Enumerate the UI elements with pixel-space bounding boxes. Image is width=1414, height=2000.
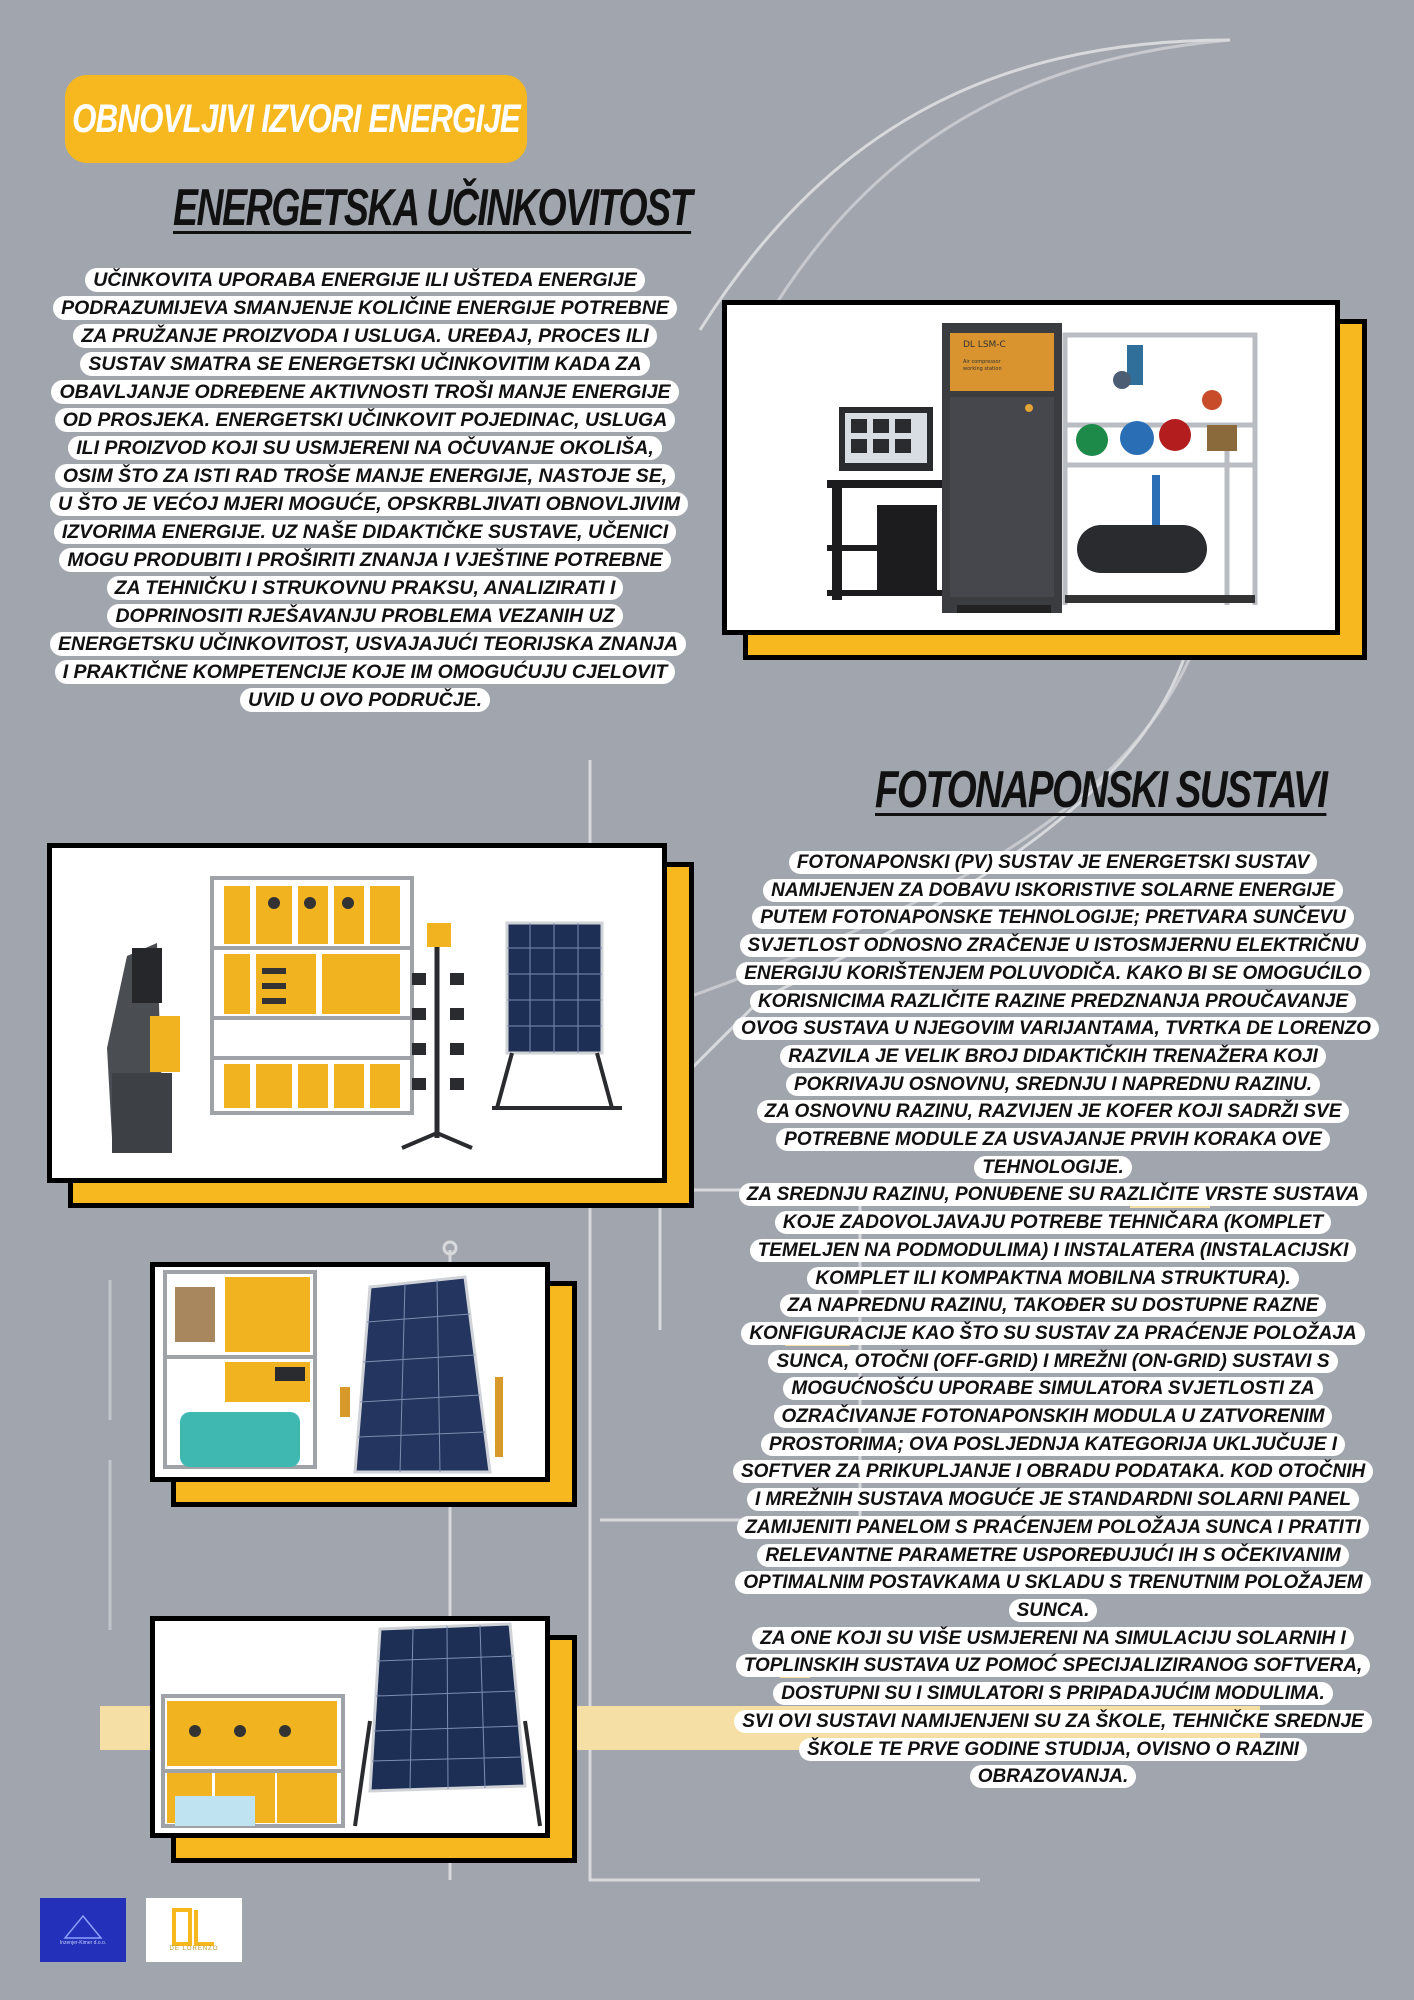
- equipment-brand-label: DL LSM-C: [963, 340, 1006, 350]
- pv-trainer-set-photo: [47, 843, 667, 1183]
- photovoltaic-text: [733, 849, 1373, 1791]
- air-compressor-station-photo: [722, 300, 1340, 635]
- pv-rack-trainer-photo: [150, 1616, 550, 1838]
- pv-paragraph-1: FOTONAPONSKI (PV) SUSTAV JE ENERGETSKI SUSTAV NAMIJENJEN ZA DOBAVU ISKORISTIVE SOLARNE ENERGIJE PUTEM FOTONAPONSKE TEHNOLOGIJE; PRETVARA SUNČEVU SVJETLOST ODNOSNO ZRAČENJE U ISTOSMJERNU ELEKTRIČNU ENERGIJU KORIŠTENJEM POLUVODIČA. KAKO BI SE OMOGUĆILO KORISNICIMA RAZLIČITE RAZINE PREDZNANJA PROUČAVANJE OVOG SUSTAVA U NJEGOVIM VARIJANTAMA, TVRTKA DE LORENZO RAZVILA JE VELIK BROJ DIDAKTIČKIH TRENAŽERA KOJI POKRIVAJU OSNOVNU, SREDNJU I NAPREDNU RAZINU.: [733, 851, 1379, 1096]
- pv-paragraph-4: ZA NAPREDNU RAZINU, TAKOĐER SU DOSTUPNE RAZNE KONFIGURACIJE KAO ŠTO SU SUSTAV ZA PRAĆENJE POLOŽAJA SUNCA, OTOČNI (OFF-GRID) I MREŽNI (ON-GRID) SUSTAVI S MOGUĆNOŠĆU UPORABE SIMULATORA SVJETLOSTI ZA OZRAČIVANJE FOTONAPONSKIH MODULA U ZATVORENIM PROSTORIMA; OVA POSLJEDNJA KATEGORIJA UKLJUČUJE I SOFTVER ZA PRIKUPLJANJE I OBRADU PODATAKA. KOD OTOČNIH I MREŽNIH SUSTAVA MOGUĆE JE STANDARDNI SOLARNI PANEL ZAMIJENITI PANELOM S PRAĆENJEM POLOŽAJA SUNCA I PRATITI RELEVANTNE PARAMETRE USPOREĐUJUĆI IH S OČEKIVANIM OPTIMALNIM POSTAVKAMA U SKLADU S TRENUTNIM POLOŽAJEM SUNCA.: [733, 1294, 1373, 1622]
- pv-paragraph-3: ZA SREDNJU RAZINU, PONUĐENE SU RAZLIČITE VRSTE SUSTAVA KOJE ZADOVOLJAVAJU POTREBE TEHNIČARA (KOMPLET TEMELJEN NA PODMODULIMA) I INSTALATERA (INSTALACIJSKI KOMPLET ILI KOMPAKTNA MOBILNA STRUKTURA).: [739, 1183, 1368, 1289]
- heading-photovoltaic-systems: FOTONAPONSKI SUSTAVI: [875, 761, 1327, 819]
- pv-paragraph-5: ZA ONE KOJI SU VIŠE USMJERENI NA SIMULACIJU SOLARNIH I TOPLINSKIH SUSTAVA UZ POMOĆ SPECIJALIZIRANOG SOFTVERA, DOSTUPNI SU I SIMULATORI S PRIPADAJUĆIM MODULIMA.: [736, 1627, 1371, 1705]
- air-tank-shape: [1077, 525, 1207, 573]
- de-lorenzo-logo: [146, 1898, 242, 1962]
- air-compressor-station-illustration: [727, 305, 1335, 630]
- energy-efficiency-paragraph: UČINKOVITA UPORABA ENERGIJE ILI UŠTEDA ENERGIJE PODRAZUMIJEVA SMANJENJE KOLIČINE ENERGIJE POTREBNE ZA PRUŽANJE PROIZVODA I USLUGA. UREĐAJ, PROCES ILI SUSTAV SMATRA SE ENERGETSKI UČINKOVITIM KADA ZA OBAVLJANJE ODREĐENE AKTIVNOSTI TROŠI MANJE ENERGIJE OD PROSJEKA. ENERGETSKI UČINKOVIT POJEDINAC, USLUGA ILI PROIZVOD KOJI SU USMJERENI NA OČUVANJE OKOLIŠA, OSIM ŠTO ZA ISTI RAD TROŠE MANJE ENERGIJE, NASTOJE SE, U ŠTO JE VEĆOJ MJERI MOGUĆE, OPSKRBLJIVATI OBNOVLJIVIM IZVORIMA ENERGIJE. UZ NAŠE DIDAKTIČKE SUSTAVE, UČENICI MOGU PRODUBITI I PROŠIRITI ZNANJA I VJEŠTINE POTREBNE ZA TEHNIČKU I STRUKOVNU PRAKSU, ANALIZIRATI I DOPRINOSITI RJEŠAVANJU PROBLEMA VEZANIH UZ ENERGETSKU UČINKOVITOST, USVAJAJUĆI TEORIJSKA ZNANJA I PRAKTIČNE KOMPETENCIJE KOJE IM OMOGUĆUJU CJELOVIT UVID U OVO PODRUČJE.: [50, 268, 688, 712]
- heading-energy-efficiency: ENERGETSKA UČINKOVITOST: [173, 179, 692, 237]
- pv-paragraph-2: ZA OSNOVNU RAZINU, RAZVIJEN JE KOFER KOJI SADRŽI SVE POTREBNE MODULE ZA USVAJANJE PRVIH KORAKA OVE TEHNOLOGIJE.: [757, 1100, 1350, 1178]
- equipment-caption-2: working station: [963, 366, 1002, 372]
- de-lorenzo-logo-icon: [172, 1908, 216, 1946]
- title-badge: [65, 75, 527, 163]
- pv-case-trainer-photo: [150, 1262, 550, 1482]
- pv-rack-trainer-illustration: [155, 1621, 545, 1833]
- company-logo-left-text: Inzenjer-Kimer d.o.o.: [59, 1940, 107, 1946]
- energy-efficiency-text: [50, 266, 680, 714]
- de-lorenzo-logo-text: DE LORENZO: [169, 1946, 219, 1952]
- pv-paragraph-6: SVI OVI SUSTAVI NAMIJENJENI SU ZA ŠKOLE, TEHNIČKE SREDNJE ŠKOLE TE PRVE GODINE STUDIJA, OVISNO O RAZINI OBRAZOVANJA.: [734, 1710, 1371, 1788]
- pv-trainer-set-illustration: [52, 848, 662, 1178]
- title-badge-text: OBNOVLJIVI IZVORI ENERGIJE: [72, 96, 520, 141]
- equipment-caption-1: Air compressor: [963, 359, 1001, 365]
- company-logo-left-icon: [63, 1914, 103, 1940]
- company-logo-left: [40, 1898, 126, 1962]
- solar-panel-shape-2: [355, 1277, 490, 1472]
- pv-case-trainer-illustration: [155, 1267, 545, 1477]
